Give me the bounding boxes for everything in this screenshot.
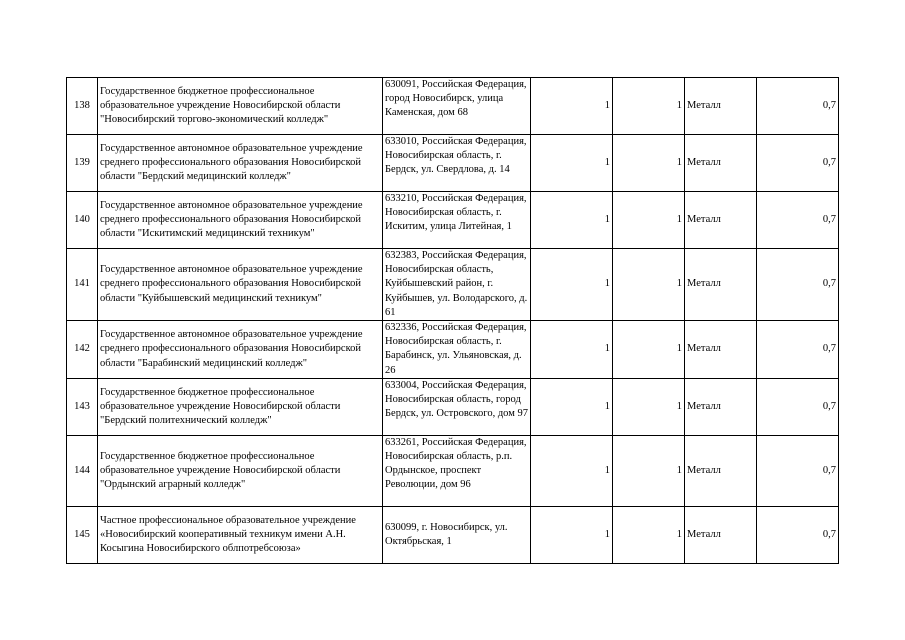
volume-cell: 0,7 — [757, 78, 839, 135]
table-row — [67, 135, 839, 192]
table-row — [67, 378, 839, 435]
organization-name: Частное профессиональное образовательное учреждение «Новосибирский кооперативный техникум имени А.Н. Косыгина Новосибирского облпотребсоюза» — [98, 506, 383, 563]
count-cell: 1 — [613, 435, 685, 506]
table-row — [67, 435, 839, 506]
count-cell: 1 — [613, 506, 685, 563]
organization-address: 632336, Российская Федерация, Новосибирская область, г. Барабинск, ул. Ульяновская, д. 26 — [383, 321, 531, 379]
material-cell: Металл — [685, 378, 757, 435]
material-cell: Металл — [685, 506, 757, 563]
row-number: 143 — [67, 378, 98, 435]
organization-address: 630099, г. Новосибирск, ул. Октябрьская, 1 — [383, 506, 531, 563]
row-number: 145 — [67, 506, 98, 563]
row-number: 138 — [67, 78, 98, 135]
count-cell: 1 — [613, 192, 685, 249]
volume-cell: 0,7 — [757, 378, 839, 435]
material-cell: Металл — [685, 249, 757, 321]
count-cell: 1 — [613, 249, 685, 321]
organization-address: 633004, Российская Федерация, Новосибирская область, город Бердск, ул. Островского, дом 97 — [383, 378, 531, 435]
material-cell: Металл — [685, 135, 757, 192]
organization-name: Государственное автономное образовательное учреждение среднего профессионального образования Новосибирской области "Бердский медицинский колледж" — [98, 135, 383, 192]
row-number: 141 — [67, 249, 98, 321]
quantity-cell: 1 — [531, 78, 613, 135]
organization-address: 633261, Российская Федерация, Новосибирская область, р.п. Ордынское, проспект Революции, дом 96 — [383, 435, 531, 506]
count-cell: 1 — [613, 78, 685, 135]
quantity-cell: 1 — [531, 506, 613, 563]
document-page — [66, 77, 838, 564]
organization-name: Государственное бюджетное профессиональное образовательное учреждение Новосибирской области "Новосибирский торгово-экономический колледж" — [98, 78, 383, 135]
material-cell: Металл — [685, 321, 757, 379]
row-number: 142 — [67, 321, 98, 379]
material-cell: Металл — [685, 435, 757, 506]
table-row — [67, 78, 839, 135]
quantity-cell: 1 — [531, 435, 613, 506]
volume-cell: 0,7 — [757, 506, 839, 563]
row-number: 144 — [67, 435, 98, 506]
material-cell: Металл — [685, 78, 757, 135]
organization-name: Государственное бюджетное профессиональное образовательное учреждение Новосибирской области "Ордынский аграрный колледж" — [98, 435, 383, 506]
count-cell: 1 — [613, 378, 685, 435]
table-row — [67, 321, 839, 379]
table-row — [67, 192, 839, 249]
quantity-cell: 1 — [531, 249, 613, 321]
quantity-cell: 1 — [531, 192, 613, 249]
table-row — [67, 249, 839, 321]
volume-cell: 0,7 — [757, 249, 839, 321]
organization-address: 632383, Российская Федерация, Новосибирская область, Куйбышевский район, г. Куйбышев, ул. Володарского, д. 61 — [383, 249, 531, 321]
organization-name: Государственное автономное образовательное учреждение среднего профессионального образования Новосибирской области "Куйбышевский медицинский техникум" — [98, 249, 383, 321]
organization-name: Государственное автономное образовательное учреждение среднего профессионального образования Новосибирской области "Искитимский медицинский техникум" — [98, 192, 383, 249]
quantity-cell: 1 — [531, 135, 613, 192]
organization-address: 630091, Российская Федерация, город Новосибирск, улица Каменская, дом 68 — [383, 78, 531, 135]
volume-cell: 0,7 — [757, 192, 839, 249]
material-cell: Металл — [685, 192, 757, 249]
organization-address: 633010, Российская Федерация, Новосибирская область, г. Бердск, ул. Свердлова, д. 14 — [383, 135, 531, 192]
row-number: 140 — [67, 192, 98, 249]
count-cell: 1 — [613, 135, 685, 192]
containers-table — [66, 77, 839, 564]
quantity-cell: 1 — [531, 378, 613, 435]
organization-address: 633210, Российская Федерация, Новосибирская область, г. Искитим, улица Литейная, 1 — [383, 192, 531, 249]
volume-cell: 0,7 — [757, 135, 839, 192]
organization-name: Государственное автономное образовательное учреждение среднего профессионального образования Новосибирской области "Барабинский медицинский колледж" — [98, 321, 383, 379]
volume-cell: 0,7 — [757, 321, 839, 379]
count-cell: 1 — [613, 321, 685, 379]
organization-name: Государственное бюджетное профессиональное образовательное учреждение Новосибирской области "Бердский политехнический колледж" — [98, 378, 383, 435]
row-number: 139 — [67, 135, 98, 192]
table-row — [67, 506, 839, 563]
quantity-cell: 1 — [531, 321, 613, 379]
volume-cell: 0,7 — [757, 435, 839, 506]
